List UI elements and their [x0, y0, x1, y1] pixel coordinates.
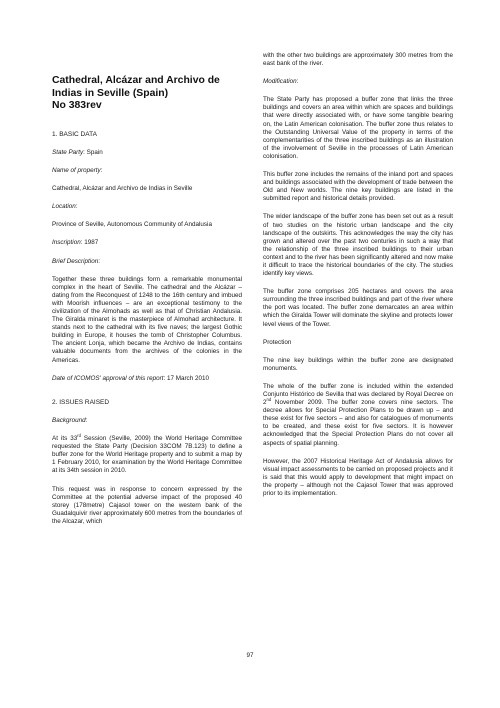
brief-description-label: Brief Description [52, 257, 99, 265]
modification-paragraph-2: This buffer zone includes the remains of the inland port and spaces and buildings associated with the development of trade between the Old and New worlds. The nine key buildings are listed in the submitted report and historical details provided. [263, 171, 453, 203]
approval-value: 17 March 2010 [166, 374, 209, 382]
modification-paragraph-1: The State Party has proposed a buffer zone that links the three buildings and covers an area within which are spaces and buildings that were directly associated with, or have some tangible bearing on, the Latin American colonisation. The buffer zone thus relates to the Outstanding Universal Value of the property in terms of the complementarities of the three inscribed buildings as an illustration of the involvement of Seville in the processes of Latin American colonisation. [263, 96, 453, 160]
para-text: The whole of the buffer zone is included within the extended Conjunto Histórico de Sevilla that was declared by Royal Decree on 2 [263, 382, 453, 407]
para-text: Session (Seville, 2009) the World Heritage Committee requested the State Party (Decision 33COM 7B.123) to define a buffer zone for the World Heritage property and to submit a map by 1 February 2010, for examination by the World Heritage Committee at its 34th session in 2010. [52, 435, 242, 475]
protection-paragraph-1: The nine key buildings within the buffer zone are designated monuments. [263, 356, 453, 372]
document-title [52, 75, 242, 113]
modification-paragraph-4: The buffer zone comprises 205 hectares and covers the area surrounding the three inscribed buildings and part of the river where the port was located. The buffer zone demarcates an area within which the Giralda Tower will dominate the skyline and protects lower level views of the Tower. [263, 288, 453, 328]
protection-paragraph-3: However, the 2007 Historical Heritage Act of Andalusia allows for visual impact assessments to be carried on proposed projects and it is said that this would apply to development that might impact on the property – although not the Cajasol Tower that was approved prior to its implementation. [263, 457, 453, 498]
section-heading-issues: 2. ISSUES RAISED [52, 398, 110, 406]
title-line: Indias in Seville (Spain) [52, 87, 169, 99]
approval-label: Date of ICOMOS' approval of this report [52, 374, 164, 382]
location-value: Province of Seville, Autonomous Community of Andalusia [52, 221, 212, 229]
location-label: Location [52, 203, 76, 211]
title-line: Cathedral, Alcázar and Archivo de [52, 75, 220, 86]
para-text: November 2009. The buffer zone covers nine sectors. The decree allows for Special Protection Plans to be drawn up – and these exist for five sectors – and also for catalogues of monuments to be created, and these exist for five sectors. It is however acknowledged that the Special Protection Plans do not cover all aspects of spatial planning. [263, 399, 453, 447]
location-label-line: Location: [52, 203, 78, 211]
modification-paragraph-3: The wider landscape of the buffer zone has been set out as a result of two studies on the historic urban landscape and the city landscape of the outskirts. This acknowledges the way the city has grown and altered over the past two centuries in such a way that the relationship of the three inscribed buildings to their urban context and to the river has been significantly altered and now make it difficult to trace the historical boundaries of the city. The studies identify key views. [263, 213, 453, 278]
approval-date: Date of ICOMOS' approval of this report: 17 March 2010 [52, 374, 209, 382]
modification-label: Modification [263, 78, 297, 86]
background-label-line: Background: [52, 416, 88, 424]
right-column [263, 52, 453, 508]
inscription-label: Inscription [52, 239, 81, 247]
ordinal-suffix: nd [266, 397, 272, 402]
name-label: Name of property [52, 167, 101, 175]
continued-paragraph: with the other two buildings are approximately 300 metres from the east bank of the river. [263, 52, 453, 68]
background-label: Background [52, 416, 86, 424]
protection-heading: Protection [263, 338, 292, 346]
name-value: Cathedral, Alcázar and Archivo de Indias in Seville [52, 185, 193, 193]
protection-paragraph-2 [263, 383, 453, 448]
brief-description-text: Together these three buildings form a remarkable monumental complex in the heart of Seville. The cathedral and the Alcázar – dating from the Reconquest of 1248 to the 16th century and imbued with Moorish influences – are an exceptional testimony to the civilization of the Almohads as well as that of Christian Andalusia. The Giralda minaret is the masterpiece of Almohad architecture. It stands next to the cathedral with its five naves; the largest Gothic building in Europe, it houses the tomb of Christopher Columbus. The ancient Lonja, which became the Archivo de Indias, contains valuable documents from the archives of the colonies in the Americas. [52, 275, 242, 364]
section-heading-basic-data: 1. BASIC DATA [52, 130, 97, 138]
title-line: No 383rev [52, 100, 102, 112]
state-party-label: State Party [52, 148, 84, 156]
ordinal-suffix: rd [77, 432, 81, 438]
state-party: State Party: Spain [52, 148, 103, 156]
inscription: Inscription: 1987 [52, 239, 99, 247]
page-number: 97 [246, 652, 254, 659]
background-paragraph-2: This request was in response to concern expressed by the Committee at the potential adverse impact of the proposed 40 storey (178metre) Cajasol tower on the western bank of the Guadalquivir river approximately 600 metres from the boundaries of the Alcazar, which [52, 485, 242, 525]
brief-description-label-line: Brief Description: [52, 257, 100, 265]
para-text: At its 33 [52, 435, 78, 443]
state-party-value: Spain [86, 148, 103, 156]
background-paragraph-1 [52, 432, 242, 475]
name-label-line: Name of property: [52, 167, 103, 175]
left-column [52, 47, 242, 536]
inscription-value: 1987 [84, 239, 99, 247]
modification-label-line: Modification: [263, 78, 299, 86]
